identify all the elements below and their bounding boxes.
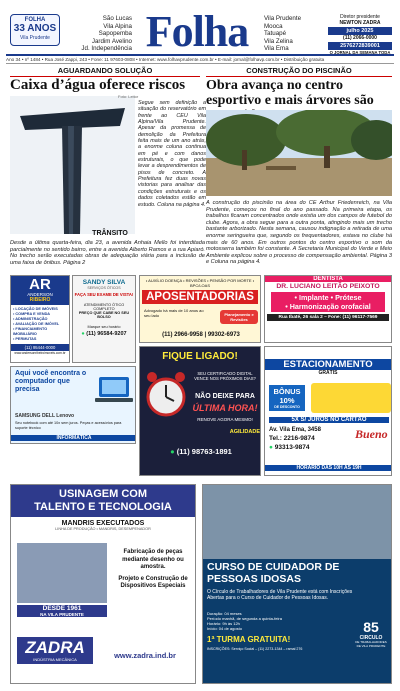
seal-years: 33 ANOS bbox=[13, 23, 57, 34]
water-tank-photo bbox=[10, 96, 135, 234]
ad-cuidador-title: CURSO DE CUIDADOR DE PESSOAS IDOSAS bbox=[207, 561, 340, 585]
ad-cuidador-detail: Horário: 9h às 12h bbox=[207, 621, 240, 626]
ad-zadra-title1: USINAGEM COM bbox=[59, 488, 147, 500]
ad-fique-brand: AGILIDADE bbox=[229, 429, 260, 435]
director-name: NEWTON ZADRA bbox=[339, 20, 381, 26]
masthead-phone: (11) 2066-0000 bbox=[343, 35, 377, 41]
ar-logo-icon: AR bbox=[29, 276, 51, 293]
alarm-clock-icon bbox=[144, 367, 188, 425]
ad-fique-line1: SEU CERTIFICADO DIGITAL VENCE NOS PRÓXIMOS DIAS? bbox=[194, 371, 256, 381]
ad-dentista-name: DR. LUCIANO LEITÃO PEIXOTO bbox=[276, 283, 380, 290]
ad-bueno-parking: ESTACIONAMENTO bbox=[265, 359, 391, 370]
ad-bueno-tel: Tel.: 2216-9874 bbox=[269, 435, 315, 442]
ad-cuidador-brand-sub: DE TRABALHADORES DE VILA PRUDENTE bbox=[355, 640, 387, 648]
ad-fique-title: FIQUE LIGADO! bbox=[162, 351, 238, 362]
whatsapp-icon: ● bbox=[170, 447, 175, 456]
ad-fique-line4: RENOVE AGORA MESMO! bbox=[197, 417, 253, 422]
ad-ander-service: • FINANCIAMENTO IMOBILIÁRIO bbox=[13, 327, 48, 336]
ad-comp-promo: Seu notebook com até 10x sem juros. Peças e acessórios para suporte técnico bbox=[15, 421, 122, 430]
neighborhood: Vila Zelina bbox=[264, 37, 293, 45]
caregiver-photo bbox=[203, 485, 392, 559]
tagline: O JORNAL DA SEMANA TODA bbox=[329, 50, 391, 55]
ad-sandy-line1: FAÇA SEU EXAME DE VISTA! bbox=[74, 292, 134, 297]
ad-fique-line3: ÚLTIMA HORA! bbox=[192, 403, 258, 413]
ad-comp-footer: INFORMÁTICA bbox=[11, 435, 136, 441]
article-right-headline[interactable]: Obra avança no centro esportivo e mais árvores são bbox=[206, 78, 374, 108]
neighborhood: Sapopemba bbox=[98, 30, 132, 38]
ad-zadra-list-item: Fabricação de peças mediante desenho ou amostra. bbox=[122, 549, 184, 570]
photo-credit: Foto: Leitor bbox=[118, 94, 139, 99]
neighborhood: Jardim Avelino bbox=[91, 37, 132, 45]
article-right-body: A construção do piscinão na área do CE Arthur Friedenreich, na Vila Prudente, começou no final do ano passado. Na primeira etapa, os trabalhos ficaram concentrados onde existia um dos campos de futebol do clube. Agora, a obra segue para a outra ponta, atingindo mais um trecho bastante arborizado. Nesta semana, causou indignação a retirada de uma enorme seringueira que, segundo os frequentadores, estava no clube há mais de 60 anos. Em outros pontos do centro esportivo o som da motosserra também foi constante. A Secretaria Municipal do Verde e Meio Ambiente explicou sobre o processo de compensação ambiental. Página 3 e Coluna na página 4. bbox=[206, 200, 392, 266]
ad-zadra-brand: ZADRA bbox=[25, 638, 85, 657]
ad-ander-service: • PERMUTAS bbox=[13, 337, 37, 341]
ad-sandy-brand: SANDY SILVA bbox=[82, 279, 126, 286]
ad-bueno-address: Av. Vila Ema, 3458 bbox=[269, 427, 321, 433]
park-photo bbox=[206, 110, 392, 196]
ad-sandy-phone-row bbox=[73, 331, 135, 337]
article-left-headline[interactable]: Caixa d’água oferece riscos bbox=[10, 77, 186, 93]
ad-cuidador-free: 1ª TURMA GRATUITA! bbox=[207, 635, 291, 644]
ad-cuidador-text: O Círculo de Trabalhadores de Vila Prudente está com Inscrições Abertas para o Curso de Cuidador de Pessoas Idosas. bbox=[207, 589, 353, 601]
ad-ander-brand-bottom: RIBEIRO bbox=[29, 297, 51, 303]
neighborhood: Vila Ema bbox=[264, 45, 289, 53]
director-label: Diretor presidente bbox=[340, 14, 380, 20]
ad-dentista[interactable] bbox=[264, 275, 392, 343]
ad-dentista-address: Rua Ibaté, 26 sala 2 – Fone: (11) 96117-7569 bbox=[267, 314, 389, 321]
ad-sandy-phone: (11) 96584-9207 bbox=[86, 331, 127, 337]
ad-dentista-title: DENTISTA bbox=[265, 276, 391, 282]
ad-bueno-brand: Bueno bbox=[355, 427, 388, 441]
ad-fique-ligado[interactable] bbox=[139, 346, 261, 476]
ad-dentista-item: • Implante • Prótese bbox=[294, 293, 362, 302]
ad-apos-bullets: • AUXÍLIO DOENÇA • REVISÕES • PENSÃO POR MORTE • BPC/LOAS bbox=[145, 278, 255, 288]
neighborhood: São Lucas bbox=[102, 15, 132, 22]
article-left-subhead: TRÂNSITO bbox=[92, 230, 128, 237]
ad-bueno-phone: 93313-9874 bbox=[274, 444, 310, 451]
ad-apos-title: APOSENTADORIAS bbox=[142, 290, 258, 304]
whatsapp-icon: ● bbox=[269, 444, 273, 451]
ad-ander-service: • LOCAÇÃO DE IMÓVEIS bbox=[13, 307, 58, 311]
ad-zadra-sub2: LINHA DE PRODUÇÃO • MANDRIS, DESEMPENADOR bbox=[55, 527, 151, 531]
ad-bueno-off: DE DESCONTO bbox=[274, 405, 300, 409]
ad-sandy-sub: SERVIÇOS ÓTICOS bbox=[87, 286, 121, 290]
ad-cuidador-badge: 85 bbox=[363, 619, 379, 635]
ad-computador[interactable] bbox=[10, 366, 136, 444]
ad-ander-brand-top: ANDERSON bbox=[27, 292, 53, 297]
seal-sub: Vila Prudente bbox=[20, 35, 50, 41]
article-left-body: Desde a última quarta-feira, dia 23, a avenida Anhaia Mello foi interditada parcialmente no sentido bairro, entre a avenida Alberto Ramos e a rua Apiaró. No trecho serão executadas obras de adequação viária para a inclusão de uma faixa de ônibus. Página 2 bbox=[10, 240, 205, 266]
ad-comp-brands: SAMSUNG DELL Lenovo bbox=[15, 413, 75, 419]
ad-apos-line: Advogado há mais de 10 anos ao seu lado bbox=[144, 308, 204, 318]
circulo-logo bbox=[353, 619, 389, 648]
ad-ander-site: www.andersonribeiroimoveis.com.br bbox=[14, 351, 66, 355]
ad-bueno-free: GRÁTIS bbox=[318, 370, 338, 376]
ad-dentista-item: • Harmonização orofacial bbox=[285, 302, 371, 311]
neighborhoods-right bbox=[264, 15, 324, 53]
neighborhoods-left bbox=[64, 15, 132, 53]
ad-anderson-ribeiro[interactable] bbox=[10, 275, 70, 363]
ad-ander-service: • AVALIAÇÃO DE IMÓVEL bbox=[13, 322, 60, 326]
meta-line: Ano 34 • nº 1484 • Rua José Zappi, 243 • Fone: 11 97603-0808 • Internet: www.folhavprudente.com.br • E-mail: jornal@folhavp.com.br • Distribuição gratuita bbox=[6, 57, 394, 64]
ad-zadra-title2: TALENTO E TECNOLOGIA bbox=[34, 501, 172, 513]
anniversary-seal bbox=[10, 14, 60, 46]
masthead-info bbox=[328, 14, 392, 56]
ad-fique-phone: (11) 98763-1891 bbox=[176, 447, 232, 456]
ad-bueno-hours: HORÁRIO DAS 10H ÀS 19H bbox=[265, 465, 392, 471]
ad-zadra-site[interactable]: www.zadra.ind.br bbox=[114, 651, 176, 660]
ad-zadra-sub: MANDRIS EXECUTADOS bbox=[61, 520, 145, 527]
laptop-icon bbox=[95, 373, 133, 409]
ad-zadra-since-place: NA VILA PRUDENTE bbox=[40, 612, 84, 617]
park-illustration bbox=[206, 110, 392, 196]
seal-title: FOLHA bbox=[24, 17, 46, 23]
ad-sandy-line2: ATENDIMENTO ÓTICO COMPLETO bbox=[83, 303, 125, 311]
ad-apos-phones: (11) 2966-9958 | 99302-6973 bbox=[162, 332, 240, 338]
ad-zadra-since: DESDE 1961 bbox=[42, 605, 82, 612]
ad-aposentadorias[interactable] bbox=[139, 275, 261, 343]
ad-fique-phone-row bbox=[144, 447, 258, 456]
ad-apos-badge: Planejamento e Revisões bbox=[220, 310, 258, 324]
neighborhood: Mooca bbox=[264, 22, 283, 30]
machine-photo bbox=[17, 543, 107, 603]
ad-cuidador-footer: INSCRIÇÕES: Serviço Social – (11) 2273-1344 – ramal 276 bbox=[207, 647, 303, 651]
ad-ander-service: • ADMINISTRAÇÃO bbox=[13, 317, 48, 321]
ad-zadra-brand-sub: INDÚSTRIA MECÂNICA bbox=[33, 657, 77, 662]
whatsapp-icon: ● bbox=[81, 331, 85, 337]
ad-bueno-phone-row bbox=[269, 444, 353, 451]
ad-cuidador-brand: CIRCULO bbox=[359, 635, 383, 641]
ad-zadra-list-item: Projeto e Construção de Dispositivos Especiais bbox=[118, 575, 188, 589]
ad-ander-service: • COMPRA E VENDA bbox=[13, 312, 51, 316]
ad-bueno-bonus: BÔNUS 10% bbox=[273, 387, 301, 405]
ad-ander-phone: (11) 95444-0000 bbox=[11, 344, 69, 351]
ad-comp-title: Aqui você encontra o computador que precisa bbox=[15, 370, 87, 393]
ad-sandy-line3: PREÇO QUE CABE NO SEU BOLSO bbox=[78, 311, 130, 319]
water-tank-illustration bbox=[10, 96, 135, 234]
article-left-caption: Segue sem definição a situação do reservatório em frente ao CEU Vila Alpina/Vila Prudente. Apesar da promessa de demolição da Prefeitura feita mais de um ano atrás, a enorme coluna continua em pé e com danos estruturais, o que pode levar a desprendimentos de pisos de concreto. A Prefeitura fez duas novas vistorias para analisar das condições estruturais e os dados coletados estão em estudo. Coluna na página 4. bbox=[138, 100, 206, 208]
ad-sandy-silva[interactable] bbox=[72, 275, 136, 363]
ad-bueno[interactable] bbox=[264, 346, 392, 476]
ad-cuidador-detail: Duração: 04 meses bbox=[207, 611, 242, 616]
neighborhood: Jd. Independência bbox=[81, 45, 132, 53]
neighborhood: Vila Alpina bbox=[103, 22, 132, 30]
ad-fique-line2: NÃO DEIXE PARA bbox=[195, 393, 255, 400]
issue-code: 2576272839001 bbox=[328, 42, 392, 50]
neighborhood: Vila Prudente bbox=[264, 15, 302, 22]
neighborhood: Tatuapé bbox=[264, 30, 287, 38]
ad-cuidador-detail: Início: 04 de agosto bbox=[207, 626, 242, 631]
ad-cuidador[interactable] bbox=[202, 484, 392, 684]
ad-zadra[interactable] bbox=[10, 484, 196, 684]
newspaper-logo[interactable]: Folha bbox=[145, 7, 249, 56]
ad-cuidador-detail: Período manhã, de segunda a quinta-feira bbox=[207, 616, 282, 621]
article-right-kicker: CONSTRUÇÃO DO PISCINÃO bbox=[206, 66, 392, 77]
article-left-kicker: AGUARDANDO SOLUÇÃO bbox=[10, 66, 200, 77]
promo-badge bbox=[311, 383, 391, 413]
ad-bueno-installments: 5X S/ JUROS NO CARTÃO bbox=[269, 417, 389, 423]
ad-sandy-whatsapp-label: Marque seu horário bbox=[87, 325, 121, 329]
edition-date: julho 2025 bbox=[328, 27, 392, 35]
